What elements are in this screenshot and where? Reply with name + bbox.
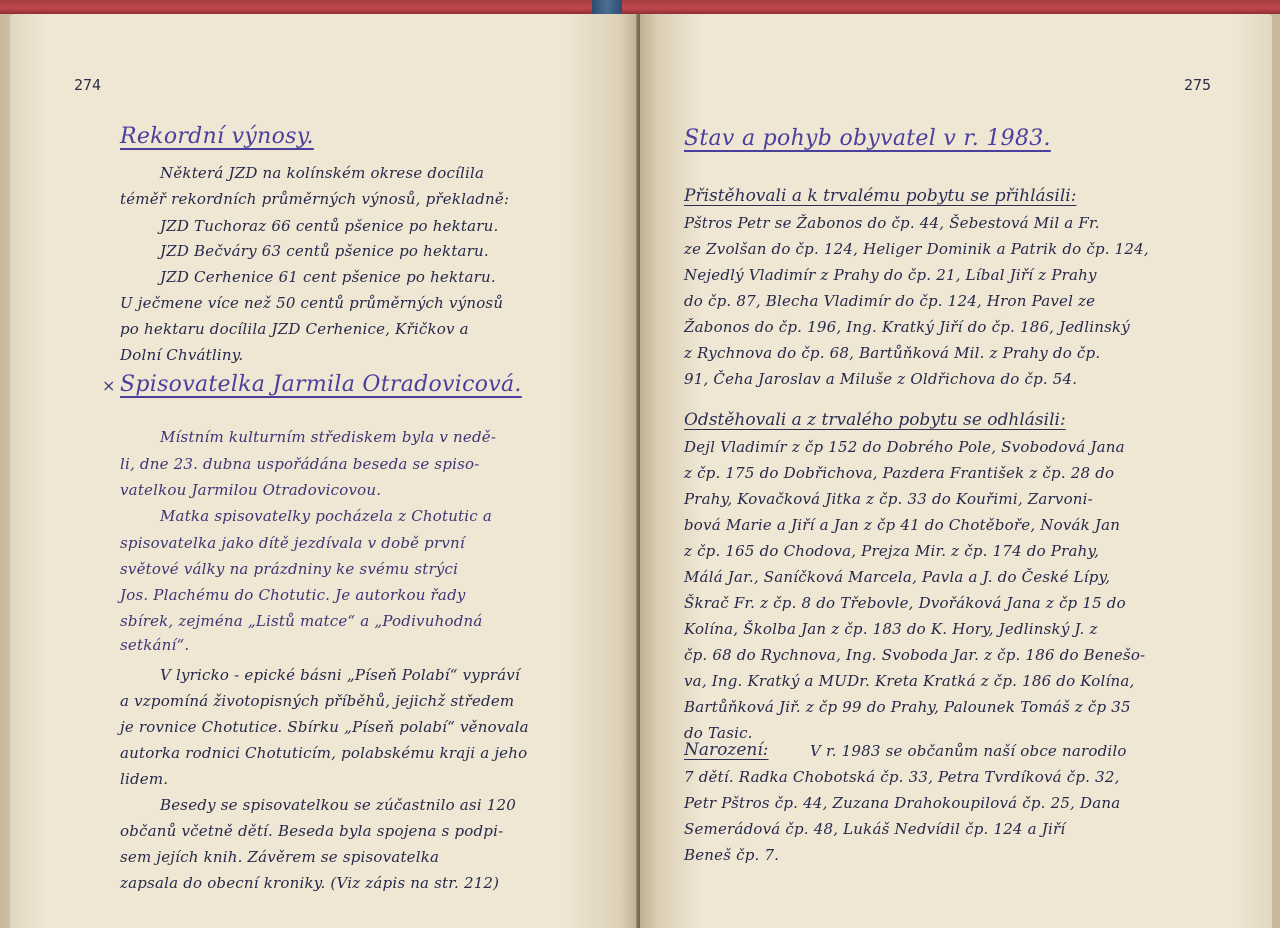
text-line: sem jejích knih. Závěrem se spisovatelka <box>120 848 440 866</box>
text-line: 91, Čeha Jaroslav a Miluše z Oldřichova do čp. 54. <box>684 370 1078 388</box>
text-line: a vzpomíná životopisných příběhů, jejichž středem <box>120 692 515 710</box>
text-line: do Tasic. <box>684 724 753 742</box>
text-line: světové války na prázdniny ke svému strýci <box>120 560 459 578</box>
text-line: Málá Jar., Saníčková Marcela, Pavla a J. do České Lípy, <box>684 568 1111 586</box>
text-line: čp. 68 do Rychnova, Ing. Svoboda Jar. z čp. 186 do Benešo- <box>684 646 1146 664</box>
text-line: lidem. <box>120 770 169 788</box>
page-number-left: 274 <box>74 76 102 94</box>
section-title-births: Narození: <box>684 740 769 760</box>
section-title-moved-in: Přistěhovali a k trvalému pobytu se přihlásili: <box>684 186 1077 206</box>
text-line: ze Zvolšan do čp. 124, Heliger Dominik a Patrik do čp. 124, <box>684 240 1149 258</box>
text-line: Škrač Fr. z čp. 8 do Třebovle, Dvořáková Jana z čp 15 do <box>684 594 1126 612</box>
text-line: V r. 1983 se občanům naší obce narodilo <box>810 742 1127 760</box>
text-line: téměř rekordních průměrných výnosů, překladně: <box>120 190 510 208</box>
text-line: Matka spisovatelky pocházela z Chotutic a <box>160 507 492 525</box>
text-line: Petr Pštros čp. 44, Zuzana Drahokoupilová čp. 25, Dana <box>684 794 1121 812</box>
text-line: Pštros Petr se Žabonos do čp. 44, Šebestová Mil a Fr. <box>684 214 1100 232</box>
text-line: z čp. 165 do Chodova, Prejza Mir. z čp. 174 do Prahy, <box>684 542 1100 560</box>
text-line: JZD Cerhenice 61 cent pšenice po hektaru. <box>160 268 496 286</box>
text-line: Dejl Vladimír z čp 152 do Dobrého Pole, Svobodová Jana <box>684 438 1125 456</box>
text-line: zapsala do obecní kroniky. (Viz zápis na str. 212) <box>120 874 500 892</box>
text-line: Dolní Chvátliny. <box>120 346 244 364</box>
text-line: Semerádová čp. 48, Lukáš Nedvídil čp. 124 a Jiří <box>684 820 1066 838</box>
text-line: Nejedlý Vladimír z Prahy do čp. 21, Líbal Jiří z Prahy <box>684 266 1097 284</box>
text-line: setkání“. <box>120 636 190 654</box>
text-line: Prahy, Kovačková Jitka z čp. 33 do Kouřimi, Zarvoni- <box>684 490 1093 508</box>
text-line: autorka rodnici Chotuticím, polabskému kraji a jeho <box>120 744 528 762</box>
text-line: V lyricko - epické básni „Píseň Polabí“ vypráví <box>160 666 520 684</box>
text-line: bová Marie a Jiří a Jan z čp 41 do Chotěboře, Novák Jan <box>684 516 1121 534</box>
text-line: Místním kulturním střediskem byla v nedě- <box>160 428 497 446</box>
text-line: občanů včetně dětí. Beseda byla spojena s podpi- <box>120 822 504 840</box>
text-line: Beneš čp. 7. <box>684 846 780 864</box>
page-number-right: 275 <box>1184 76 1212 94</box>
text-line: z čp. 175 do Dobřichova, Pazdera František z čp. 28 do <box>684 464 1115 482</box>
text-line: JZD Bečváry 63 centů pšenice po hektaru. <box>160 242 489 260</box>
text-line: Bartůňková Jiř. z čp 99 do Prahy, Palounek Tomáš z čp 35 <box>684 698 1131 716</box>
margin-mark: × <box>102 376 116 395</box>
text-line: spisovatelka jako dítě jezdívala v době první <box>120 534 465 552</box>
text-line: JZD Tuchoraz 66 centů pšenice po hektaru. <box>160 217 499 235</box>
text-line: po hektaru docílila JZD Cerhenice, Křičkov a <box>120 320 469 338</box>
text-line: je rovnice Chotutice. Sbírku „Píseň polabí“ věnovala <box>120 718 529 736</box>
text-line: Žabonos do čp. 196, Ing. Kratký Jiří do čp. 186, Jedlinský <box>684 318 1130 336</box>
text-line: 7 dětí. Radka Chobotská čp. 33, Petra Tvrdíková čp. 32, <box>684 768 1120 786</box>
heading-record-yields: Rekordní výnosy. <box>120 124 314 149</box>
text-line: do čp. 87, Blecha Vladimír do čp. 124, Hron Pavel ze <box>684 292 1096 310</box>
text-line: z Rychnova do čp. 68, Bartůňková Mil. z Prahy do čp. <box>684 344 1101 362</box>
text-line: sbírek, zejména „Listů matce“ a „Podivuhodná <box>120 612 483 630</box>
right-page <box>640 14 1272 928</box>
text-line: vatelkou Jarmilou Otradovicovou. <box>120 481 382 499</box>
heading-population: Stav a pohyb obyvatel v r. 1983. <box>684 126 1051 151</box>
text-line: U ječmene více než 50 centů průměrných výnosů <box>120 294 504 312</box>
text-line: Besedy se spisovatelkou se zúčastnilo asi 120 <box>160 796 517 814</box>
section-title-moved-out: Odstěhovali a z trvalého pobytu se odhlásili: <box>684 410 1066 430</box>
heading-writer-otradovicova: Spisovatelka Jarmila Otradovicová. <box>120 372 522 397</box>
book-cover-edge <box>0 0 1280 14</box>
text-line: Některá JZD na kolínském okrese docílila <box>160 164 485 182</box>
left-page <box>10 14 638 928</box>
text-line: Kolína, Školba Jan z čp. 183 do K. Hory, Jedlinský J. z <box>684 620 1098 638</box>
text-line: li, dne 23. dubna uspořádána beseda se spiso- <box>120 455 480 473</box>
text-line: va, Ing. Kratký a MUDr. Kreta Kratká z čp. 186 do Kolína, <box>684 672 1135 690</box>
text-line: Jos. Plachému do Chotutic. Je autorkou řady <box>120 586 466 604</box>
